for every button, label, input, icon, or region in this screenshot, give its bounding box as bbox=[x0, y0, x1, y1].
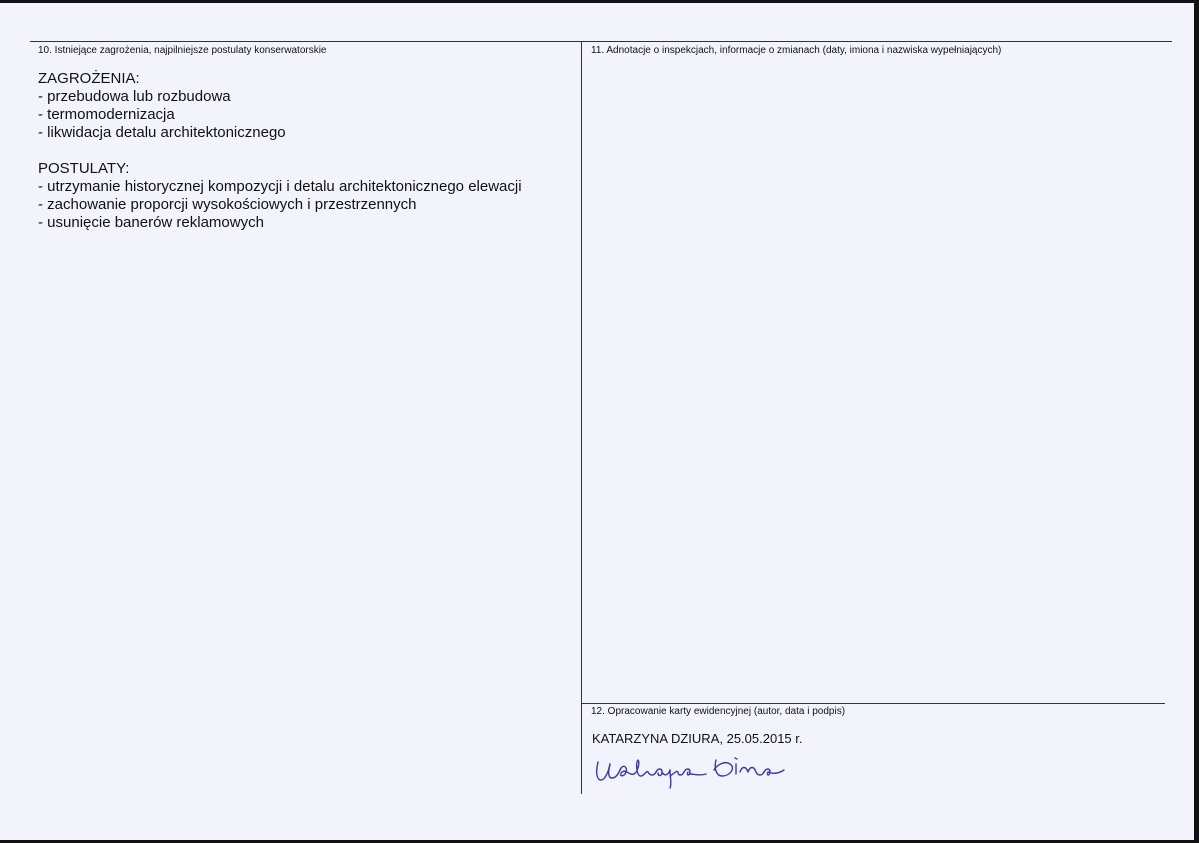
threats-heading: ZAGROŻENIA: bbox=[38, 70, 140, 87]
section-10-content bbox=[38, 70, 522, 232]
threat-item: - termomodernizacja bbox=[38, 106, 175, 123]
postulate-item: - utrzymanie historycznej kompozycji i detalu architektonicznego elewacji bbox=[38, 178, 522, 195]
author-date-line: KATARZYNA DZIURA, 25.05.2015 r. bbox=[592, 731, 803, 746]
postulate-item: - usunięcie banerów reklamowych bbox=[38, 214, 264, 231]
section-12-title: 12. Opracowanie karty ewidencyjnej (autor, data i podpis) bbox=[591, 706, 846, 717]
postulate-item: - zachowanie proporcji wysokościowych i przestrzennych bbox=[38, 196, 417, 213]
threat-item: - likwidacja detalu architektonicznego bbox=[38, 124, 286, 141]
handwritten-signature bbox=[590, 750, 810, 790]
postulates-heading: POSTULATY: bbox=[38, 160, 130, 177]
scan-edge-top bbox=[0, 0, 1199, 3]
section-11-title: 11. Adnotacje o inspekcjach, informacje o zmianach (daty, imiona i nazwiska wypełniających) bbox=[591, 45, 1002, 56]
section-10-title: 10. Istniejące zagrożenia, najpilniejsze postulaty konserwatorskie bbox=[38, 45, 327, 56]
section-12-rule bbox=[581, 703, 1165, 704]
scan-edge-right bbox=[1194, 0, 1199, 843]
threat-item: - przebudowa lub rozbudowa bbox=[38, 88, 231, 105]
top-rule bbox=[30, 41, 1172, 42]
column-divider bbox=[581, 42, 582, 794]
